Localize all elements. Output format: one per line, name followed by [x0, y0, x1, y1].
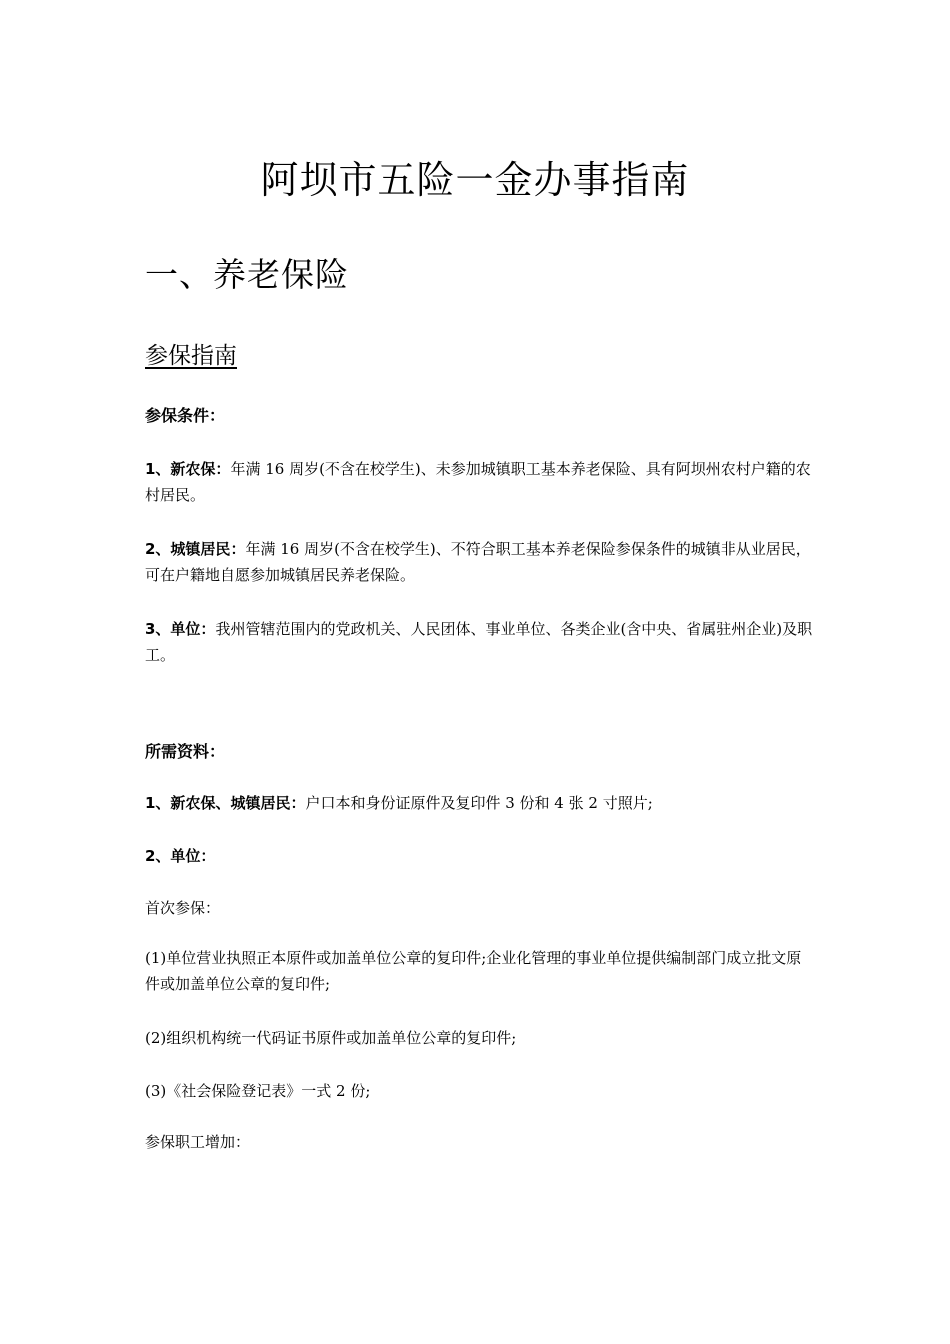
staff-increase-label: 参保职工增加：: [145, 1133, 251, 1151]
material-text: 户口本和身份证原件及复印件 3 份和 4 张 2 寸照片;: [305, 794, 653, 812]
material-label: 1、新农保、城镇居民：: [145, 794, 306, 812]
condition-text: 年满 16 周岁(不含在校学生)、不符合职工基本养老保险参保条件的城镇非从业居民，可在户籍地自愿参加城镇居民养老保险。: [145, 540, 811, 584]
condition-item: [145, 536, 813, 588]
conditions-heading: 参保条件：: [145, 406, 226, 425]
subsection-heading-enrollment-guide: 参保指南: [145, 343, 237, 369]
materials-heading: 所需资料：: [145, 742, 226, 761]
condition-item: [145, 456, 813, 508]
condition-label: 3、单位：: [145, 620, 216, 638]
condition-text: 我州管辖范围内的党政机关、人民团体、事业单位、各类企业(含中央、省属驻州企业)及职工。: [145, 620, 813, 664]
material-label: 2、单位：: [145, 847, 216, 865]
first-enrollment-label: 首次参保：: [145, 899, 221, 917]
section-heading-pension: 一、养老保险: [145, 255, 349, 294]
material-item: [145, 843, 813, 869]
condition-label: 2、城镇居民：: [145, 540, 246, 558]
condition-text: 年满 16 周岁(不含在校学生)、未参加城镇职工基本养老保险、具有阿坝州农村户籍的农村居民。: [145, 460, 811, 504]
list-item: (3)《社会保险登记表》一式 2 份;: [145, 1082, 371, 1100]
condition-item: [145, 616, 813, 668]
material-item: [145, 790, 813, 816]
condition-label: 1、新农保：: [145, 460, 231, 478]
list-item: (2)组织机构统一代码证书原件或加盖单位公章的复印件;: [145, 1029, 517, 1047]
document-title: 阿坝市五险一金办事指南: [260, 158, 690, 202]
list-item: (1)单位营业执照正本原件或加盖单位公章的复印件;企业化管理的事业单位提供编制部门成立批文原件或加盖单位公章的复印件;: [145, 949, 802, 993]
